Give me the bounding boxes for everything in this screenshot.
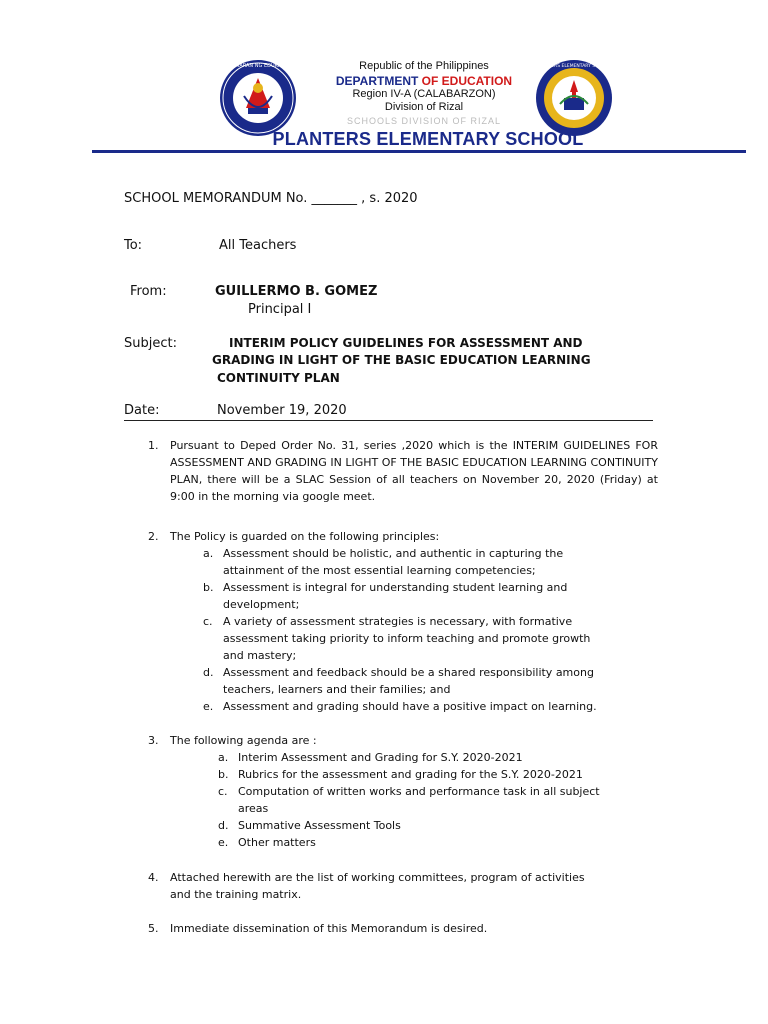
agenda-c-letter: c. bbox=[218, 785, 228, 798]
principle-c-line-2: assessment taking priority to inform teaching and promote growth bbox=[223, 632, 591, 645]
subject-label: Subject: bbox=[124, 336, 177, 351]
principle-a-letter: a. bbox=[203, 547, 214, 560]
principle-b-line-1: Assessment is integral for understanding student learning and bbox=[223, 581, 568, 594]
agenda-a-letter: a. bbox=[218, 751, 229, 764]
header-divider bbox=[92, 150, 746, 153]
faded-division-text: SCHOOLS DIVISION OF RIZAL bbox=[346, 116, 502, 126]
principle-b-letter: b. bbox=[203, 581, 214, 594]
subject-line-2: GRADING IN LIGHT OF THE BASIC EDUCATION LEARNING bbox=[212, 353, 591, 367]
from-title: Principal I bbox=[248, 302, 312, 317]
principle-d-line-1: Assessment and feedback should be a shared responsibility among bbox=[223, 666, 594, 679]
subject-line-1: INTERIM POLICY GUIDELINES FOR ASSESSMENT AND bbox=[229, 336, 583, 350]
principle-c-line-3: and mastery; bbox=[223, 649, 297, 662]
agenda-b-line-1: Rubrics for the assessment and grading for the S.Y. 2020-2021 bbox=[238, 768, 583, 781]
paragraph-5-text: Immediate dissemination of this Memorandum is desired. bbox=[170, 922, 488, 935]
republic-line: Republic of the Philippines bbox=[359, 60, 489, 72]
principle-d-letter: d. bbox=[203, 666, 214, 679]
svg-text:KAGAWARAN NG EDUKASYON: KAGAWARAN NG EDUKASYON bbox=[221, 63, 295, 69]
agenda-c-line-2: areas bbox=[238, 802, 269, 815]
principle-b-line-2: development; bbox=[223, 598, 300, 611]
principle-c-line-1: A variety of assessment strategies is necessary, with formative bbox=[223, 615, 573, 628]
paragraph-3-text: The following agenda are : bbox=[170, 734, 317, 747]
department-of: OF bbox=[421, 74, 442, 88]
from-label: From: bbox=[130, 284, 167, 299]
department-line bbox=[40, 74, 768, 88]
paragraph-4-line-2: and the training matrix. bbox=[170, 888, 302, 901]
paragraph-4-line-1: Attached herewith are the list of working committees, program of activities bbox=[170, 871, 585, 884]
principle-a-line-1: Assessment should be holistic, and authentic in capturing the bbox=[223, 547, 564, 560]
agenda-e-letter: e. bbox=[218, 836, 229, 849]
subject-line-3: CONTINUITY PLAN bbox=[217, 371, 340, 385]
principle-a-line-2: attainment of the most essential learning competencies; bbox=[223, 564, 536, 577]
agenda-d-letter: d. bbox=[218, 819, 229, 832]
agenda-d-line-1: Summative Assessment Tools bbox=[238, 819, 401, 832]
to-value: All Teachers bbox=[219, 238, 297, 253]
memorandum-number: SCHOOL MEMORANDUM No. _______ , s. 2020 bbox=[124, 191, 418, 206]
region-line: Region IV-A (CALABARZON) bbox=[352, 88, 496, 100]
agenda-c-line-1: Computation of written works and performance task in all subject bbox=[238, 785, 600, 798]
school-name: PLANTERS ELEMENTARY SCHOOL bbox=[272, 129, 584, 149]
department-education: EDUCATION bbox=[441, 74, 513, 88]
paragraph-5-number: 5. bbox=[148, 922, 159, 935]
principle-d-line-2: teachers, learners and their families; and bbox=[223, 683, 451, 696]
agenda-b-letter: b. bbox=[218, 768, 229, 781]
svg-text:PLANTERS ELEMENTARY SCHOOL: PLANTERS ELEMENTARY SCHOOL bbox=[536, 64, 612, 69]
paragraph-4-number: 4. bbox=[148, 871, 159, 884]
paragraph-2-text: The Policy is guarded on the following principles: bbox=[170, 530, 440, 543]
date-label: Date: bbox=[124, 403, 160, 418]
principle-e-letter: e. bbox=[203, 700, 214, 713]
agenda-a-line-1: Interim Assessment and Grading for S.Y. 2020-2021 bbox=[238, 751, 523, 764]
paragraph-3-number: 3. bbox=[148, 734, 159, 747]
agenda-e-line-1: Other matters bbox=[238, 836, 316, 849]
paragraph-2-number: 2. bbox=[148, 530, 159, 543]
department-prefix: DEPARTMENT bbox=[335, 74, 422, 88]
division-line: Division of Rizal bbox=[384, 101, 464, 113]
paragraph-text: Pursuant to Deped Order No. 31, series ,2020 which is the INTERIM GUIDELINES FOR ASSESSMENT AND GRADING IN LIGHT OF THE BASIC EDUCATION LEARNING CONTINUITY PLAN, there will be a SLAC Session of all teachers on November 20, 2020 (Friday) at 9:00 in the morning via google meet. bbox=[170, 439, 658, 503]
principle-c-letter: c. bbox=[203, 615, 213, 628]
date-divider bbox=[124, 420, 653, 421]
paragraph-number: 1. bbox=[148, 439, 159, 452]
from-name: GUILLERMO B. GOMEZ bbox=[215, 284, 378, 299]
paragraph-1 bbox=[148, 437, 658, 505]
principle-e-line-1: Assessment and grading should have a positive impact on learning. bbox=[223, 700, 597, 713]
date-value: November 19, 2020 bbox=[217, 403, 347, 418]
to-label: To: bbox=[124, 238, 143, 253]
